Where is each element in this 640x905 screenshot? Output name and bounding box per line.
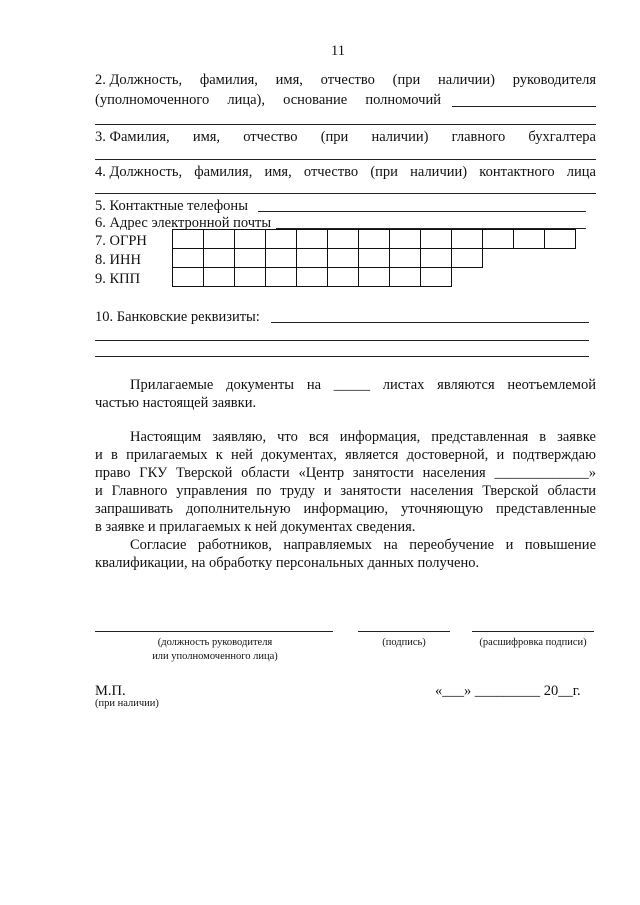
- date-year-blank[interactable]: __: [558, 683, 573, 699]
- word: является: [345, 447, 399, 463]
- digit-cell[interactable]: [421, 248, 452, 268]
- item-6-label: 6. Адрес электронной почты: [95, 215, 272, 231]
- word: и: [95, 483, 103, 499]
- digit-cell[interactable]: [328, 229, 359, 249]
- word: основание: [283, 92, 348, 108]
- word: документах,: [261, 447, 337, 463]
- paragraph-line: [130, 428, 596, 446]
- word: и: [505, 537, 514, 553]
- word: фамилия,: [199, 72, 258, 88]
- paragraph-line: [95, 554, 479, 572]
- paragraph-line: [95, 518, 415, 536]
- word: ГКУ: [139, 465, 168, 481]
- word: достоверной,: [406, 447, 489, 463]
- item-7-label: 7. ОГРН: [95, 233, 147, 249]
- digit-cell[interactable]: [235, 267, 266, 287]
- word: неотъемлемой: [507, 377, 596, 393]
- word: в: [110, 447, 118, 463]
- word: вся: [308, 429, 329, 445]
- item-3-answer-line[interactable]: [95, 159, 596, 160]
- paragraph-line: [95, 464, 596, 482]
- digit-cell[interactable]: [297, 248, 328, 268]
- paragraph-line: [95, 482, 596, 500]
- word: информация,: [339, 429, 421, 445]
- word: подтверждаю: [512, 447, 596, 463]
- word: труду: [280, 483, 315, 499]
- digit-cell[interactable]: [173, 267, 204, 287]
- bank-details-field-2[interactable]: [95, 340, 589, 341]
- word: отчество: [243, 129, 298, 145]
- digit-cell[interactable]: [235, 248, 266, 268]
- page-number: 11: [331, 43, 345, 59]
- attached-docs-line-2: частью настоящей заявки.: [95, 395, 257, 411]
- word: Согласие: [130, 537, 187, 553]
- word: руководителя: [512, 72, 596, 88]
- word: (при: [392, 72, 421, 88]
- word: наличии): [410, 164, 468, 180]
- date-close-quote: »: [464, 683, 472, 699]
- word: в: [539, 429, 547, 445]
- inn-cells[interactable]: [172, 248, 483, 268]
- digit-cell[interactable]: [204, 229, 235, 249]
- word: переобучение: [409, 537, 495, 553]
- date-open-quote: «: [435, 683, 443, 699]
- date-year-suffix: г.: [572, 683, 581, 699]
- date-day-blank[interactable]: ___: [442, 683, 464, 699]
- word: представленные: [495, 501, 596, 517]
- word: документы: [226, 377, 295, 393]
- word: (при: [370, 164, 398, 180]
- stamp-if-any: (при наличии): [95, 698, 159, 709]
- word: по: [256, 483, 272, 499]
- digit-cell[interactable]: [328, 248, 359, 268]
- item-4-line: [95, 163, 596, 181]
- word: управления: [176, 483, 248, 499]
- position-label-2: или уполномоченного лица): [152, 651, 278, 662]
- word: занятости: [340, 483, 402, 499]
- word: на: [306, 377, 322, 393]
- digit-cell[interactable]: [483, 229, 514, 249]
- item-2-line-2: [95, 91, 441, 109]
- word: что: [277, 429, 298, 445]
- word: повышение: [524, 537, 596, 553]
- date-line[interactable]: [435, 682, 581, 700]
- digit-cell[interactable]: [421, 267, 452, 287]
- paragraph-line: [95, 446, 596, 464]
- word: представленная: [431, 429, 529, 445]
- word: и: [496, 447, 505, 463]
- word: квалификации, на обработку персональных данных получено.: [95, 555, 480, 571]
- word: лица: [566, 164, 596, 180]
- item-10-label: 10. Банковские реквизиты:: [95, 309, 260, 325]
- word: и: [95, 447, 103, 463]
- word: заявляю,: [212, 429, 267, 445]
- word: (при: [320, 129, 349, 145]
- item-2-answer-line[interactable]: [95, 124, 596, 125]
- word: наличии): [438, 72, 495, 88]
- digit-cell[interactable]: [421, 229, 452, 249]
- word: занятости: [352, 465, 414, 481]
- digit-cell[interactable]: [359, 229, 390, 249]
- word: отчество: [320, 72, 375, 88]
- word: заявке: [557, 429, 596, 445]
- paragraph-line: [95, 500, 596, 518]
- digit-cell[interactable]: [235, 229, 266, 249]
- digit-cell[interactable]: [359, 248, 390, 268]
- word: Тверской: [482, 483, 539, 499]
- digit-cell[interactable]: [204, 248, 235, 268]
- item-2-line-1: [95, 71, 596, 89]
- digit-cell[interactable]: [266, 248, 297, 268]
- word: имя,: [275, 72, 303, 88]
- word: и: [323, 483, 332, 499]
- digit-cell[interactable]: [173, 248, 204, 268]
- digit-cell[interactable]: [390, 267, 421, 287]
- word: Тверской: [176, 465, 233, 481]
- item-9-label: 9. КПП: [95, 271, 141, 287]
- word: наличии): [371, 129, 429, 145]
- kpp-cells[interactable]: [172, 267, 452, 287]
- word: уточняющую: [401, 501, 484, 517]
- word: отчество: [303, 164, 359, 180]
- word: _____: [333, 377, 371, 393]
- paragraph-line: [130, 536, 596, 554]
- word: полномочий: [365, 92, 441, 108]
- word: имя,: [192, 129, 221, 145]
- word: (уполномоченного: [95, 92, 210, 108]
- word: запрашивать: [95, 501, 174, 517]
- word: бухгалтера: [528, 129, 596, 145]
- contact-phones-field[interactable]: [258, 211, 586, 212]
- word: фамилия,: [194, 164, 253, 180]
- digit-cell[interactable]: [173, 229, 204, 249]
- word: на: [383, 537, 398, 553]
- item-3-line: [95, 128, 596, 146]
- word: информацию,: [303, 501, 389, 517]
- digit-cell[interactable]: [545, 229, 576, 249]
- stamp-label: М.П.: [95, 683, 126, 699]
- word: в заявке и прилагаемых к ней документах сведения.: [95, 519, 416, 535]
- digit-cell[interactable]: [452, 229, 483, 249]
- digit-cell[interactable]: [266, 229, 297, 249]
- digit-cell[interactable]: [390, 248, 421, 268]
- word: главного: [451, 129, 506, 145]
- date-month-blank[interactable]: _________: [474, 683, 541, 699]
- word: ней: [230, 447, 253, 463]
- item-8-label: 8. ИНН: [95, 252, 141, 268]
- signature-decode-line[interactable]: [472, 631, 594, 632]
- word: лица),: [227, 92, 266, 108]
- word: работников,: [197, 537, 272, 553]
- word: листах: [382, 377, 425, 393]
- item-4-answer-line[interactable]: [95, 193, 596, 194]
- sign-label: (подпись): [382, 637, 426, 648]
- signature-line[interactable]: [358, 631, 450, 632]
- digit-cell[interactable]: [390, 229, 421, 249]
- word: области: [241, 465, 290, 481]
- word: _____________»: [494, 465, 596, 481]
- position-signature-line[interactable]: [95, 631, 333, 632]
- word: право: [95, 465, 131, 481]
- digit-cell[interactable]: [452, 248, 483, 268]
- bank-details-field-3[interactable]: [95, 356, 589, 357]
- word: населения: [410, 483, 474, 499]
- word: Прилагаемые: [130, 377, 214, 393]
- word: контактного: [479, 164, 555, 180]
- date-year-prefix: 20: [543, 683, 559, 699]
- digit-cell[interactable]: [297, 229, 328, 249]
- digit-cell[interactable]: [359, 267, 390, 287]
- digit-cell[interactable]: [266, 267, 297, 287]
- word: являются: [437, 377, 495, 393]
- attached-docs-line-1: [130, 376, 596, 394]
- ogrn-cells[interactable]: [172, 229, 576, 249]
- decode-label: (расшифровка подписи): [479, 637, 587, 648]
- digit-cell[interactable]: [328, 267, 359, 287]
- word: Главного: [111, 483, 168, 499]
- position-label-1: (должность руководителя: [157, 637, 273, 648]
- item-2-basis-field[interactable]: [452, 106, 596, 107]
- digit-cell[interactable]: [204, 267, 235, 287]
- word: прилагаемых: [126, 447, 208, 463]
- bank-details-field-1[interactable]: [271, 322, 589, 323]
- word: 2. Должность,: [95, 72, 183, 88]
- word: «Центр: [298, 465, 345, 481]
- word: к: [215, 447, 223, 463]
- word: дополнительную: [185, 501, 291, 517]
- word: направляемых: [283, 537, 373, 553]
- word: имя,: [264, 164, 292, 180]
- digit-cell[interactable]: [297, 267, 328, 287]
- word: 4. Должность,: [95, 164, 183, 180]
- digit-cell[interactable]: [514, 229, 545, 249]
- word: Настоящим: [130, 429, 202, 445]
- word: 3. Фамилия,: [95, 129, 170, 145]
- word: населения: [422, 465, 486, 481]
- word: области: [547, 483, 596, 499]
- item-5-label: 5. Контактные телефоны: [95, 198, 248, 214]
